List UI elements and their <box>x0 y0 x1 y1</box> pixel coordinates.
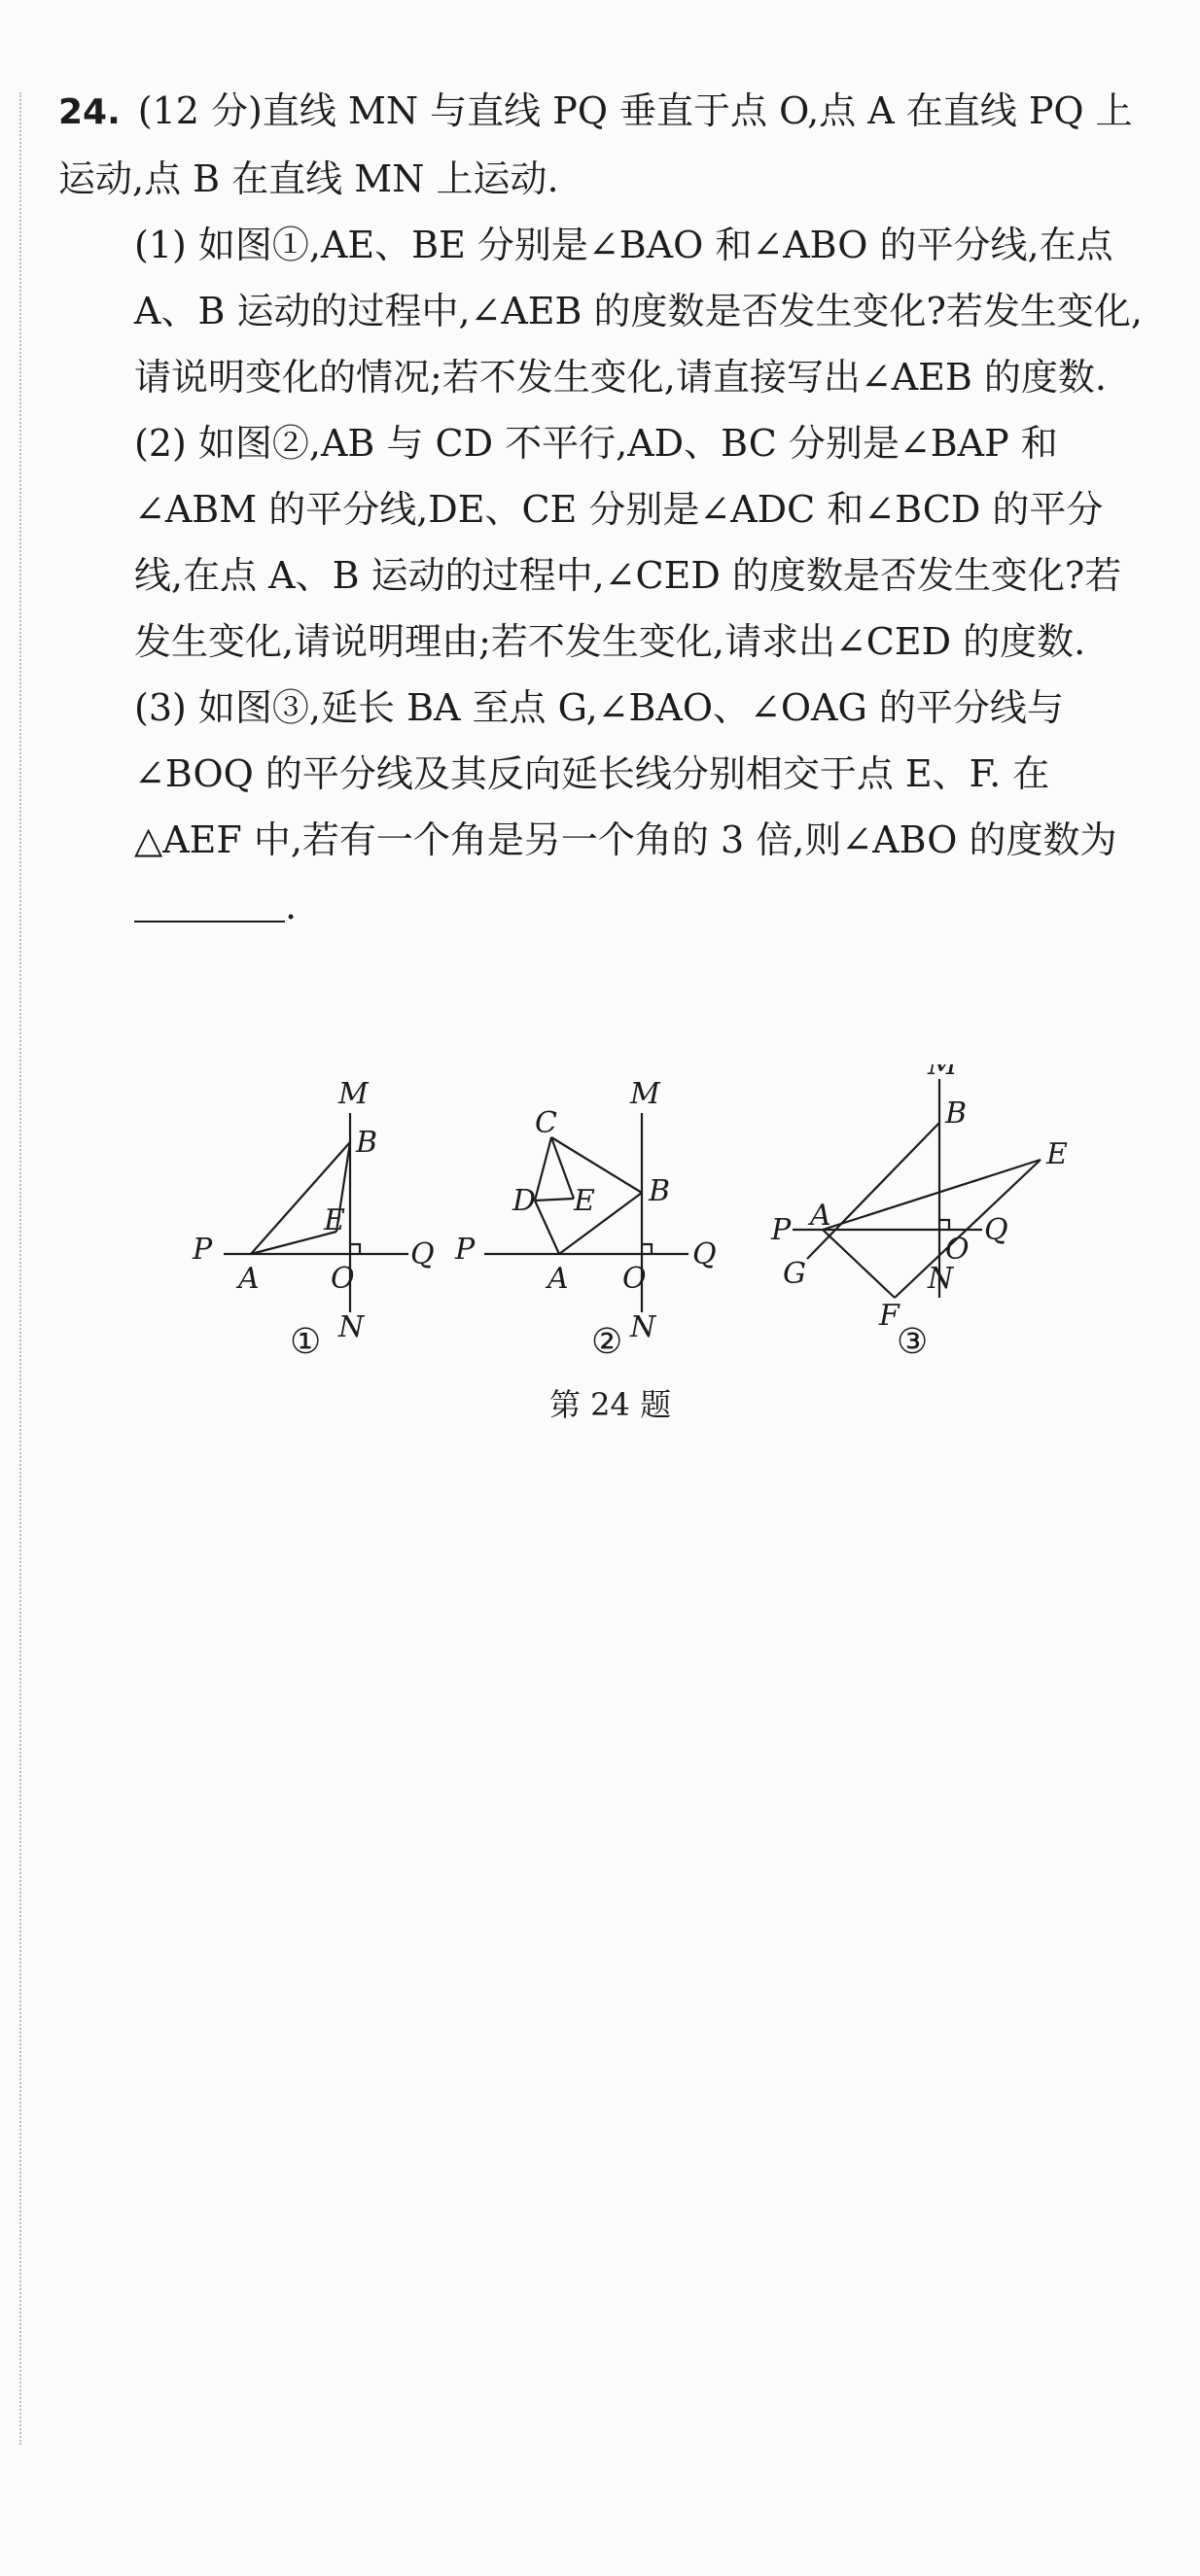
fig2-label-E: E <box>574 1184 595 1218</box>
problem-24 <box>58 78 1147 939</box>
fig3-label-F: F <box>879 1299 900 1333</box>
fig3-label-M: M <box>928 1064 958 1082</box>
fig3-label-E: E <box>1046 1137 1068 1171</box>
figure-caption: 第 24 题 <box>549 1386 672 1423</box>
fig2-label-B: B <box>649 1174 671 1208</box>
fig1-label-N: N <box>338 1310 365 1344</box>
problem-stem <box>58 78 1147 212</box>
fig3-label-B: B <box>945 1097 968 1131</box>
fig2-label-C: C <box>535 1106 557 1140</box>
fig1-caption: ① <box>290 1322 322 1362</box>
fig3-label-Q: Q <box>984 1213 1008 1247</box>
fig3-label-N: N <box>928 1262 954 1296</box>
margin-dotted-line <box>19 92 21 2445</box>
fig2-caption: ② <box>591 1322 623 1362</box>
fig3-caption: ③ <box>897 1322 929 1362</box>
fig3-label-G: G <box>783 1257 806 1291</box>
figures <box>185 1064 1118 1385</box>
fig1-label-M: M <box>338 1077 369 1111</box>
fig1-label-P: P <box>193 1233 213 1267</box>
fig3-label-P: P <box>771 1213 792 1247</box>
figure-3 <box>793 1079 1041 1298</box>
fig2-label-A: A <box>547 1262 569 1296</box>
fig1-label-B: B <box>356 1126 378 1160</box>
fig3-label-O: O <box>945 1233 970 1267</box>
fig2-label-Q: Q <box>692 1237 717 1271</box>
fig2-label-N: N <box>630 1310 656 1344</box>
stem-text: (12 分)直线 MN 与直线 PQ 垂直于点 O,点 A 在直线 PQ 上运动,点 B 在直线 MN 上运动. <box>58 89 1133 200</box>
part-3 <box>58 675 1147 939</box>
part-1: (1) 如图①,AE、BE 分别是∠BAO 和∠ABO 的平分线,在点 A、B 运动的过程中,∠AEB 的度数是否发生变化?若发生变化,请说明变化的情况;若不发生变化,请直接写出∠AEB 的度数. <box>134 224 1144 399</box>
fig1-label-Q: Q <box>410 1237 435 1271</box>
fig3-label-A: A <box>810 1199 831 1233</box>
fig2-label-P: P <box>455 1233 476 1267</box>
fig1-label-O: O <box>331 1262 355 1296</box>
fig2-label-O: O <box>622 1262 647 1296</box>
fig2-label-D: D <box>512 1184 537 1218</box>
fig2-label-M: M <box>630 1077 660 1111</box>
part-3-end: . <box>285 885 298 927</box>
part-3-text: (3) 如图③,延长 BA 至点 G,∠BAO、∠OAG 的平分线与∠BOQ 的平分线及其反向延长线分别相交于点 E、F. 在△AEF 中,若有一个角是另一个角的 3 倍,则∠ABO 的度数为 <box>134 686 1117 861</box>
problem-number: 24. <box>58 92 121 132</box>
part-2: (2) 如图②,AB 与 CD 不平行,AD、BC 分别是∠BAP 和∠ABM 的平分线,DE、CE 分别是∠ADC 和∠BCD 的平分线,在点 A、B 运动的过程中,∠CED 的度数是否发生变化?若发生变化,请说明理由;若不发生变化,请求出∠CED 的度数. <box>134 422 1122 663</box>
figures-svg <box>185 1064 1118 1385</box>
answer-blank[interactable] <box>134 882 285 922</box>
fig1-label-A: A <box>238 1262 260 1296</box>
fig1-label-E: E <box>324 1203 345 1237</box>
